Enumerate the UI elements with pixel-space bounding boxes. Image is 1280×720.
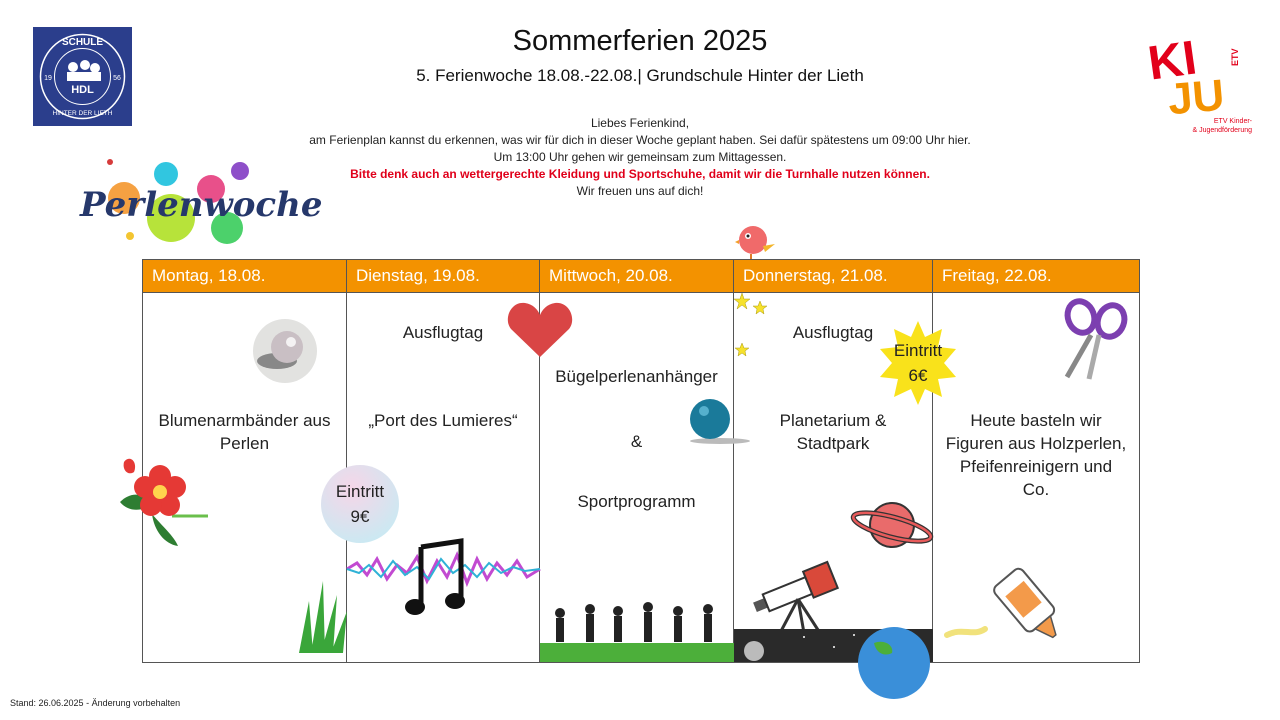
friday-line-3: Pfeifenreinigern und bbox=[959, 457, 1113, 476]
friday-line-4: Co. bbox=[1022, 480, 1050, 499]
day-cell-wednesday bbox=[540, 293, 734, 662]
monday-line-1: Blumenarmbänder aus bbox=[158, 411, 331, 430]
tuesday-entry-price: 9€ bbox=[350, 507, 370, 526]
music-note-icon bbox=[405, 539, 467, 621]
intro-text bbox=[250, 115, 1030, 200]
kiju-logo-ju: JU bbox=[1165, 70, 1227, 125]
tuesday-entry-badge bbox=[321, 465, 399, 543]
thursday-entry-price: 6€ bbox=[908, 366, 928, 385]
schedule-table bbox=[142, 259, 1140, 663]
day-cell-friday bbox=[933, 293, 1139, 662]
wednesday-line-c: Sportprogramm bbox=[577, 492, 696, 511]
planet-icon bbox=[850, 499, 934, 555]
day-header-monday: Montag, 18.08. bbox=[143, 260, 347, 293]
school-logo-top: SCHULE bbox=[61, 37, 104, 48]
day-header-friday: Freitag, 22.08. bbox=[933, 260, 1139, 293]
thursday-top: Ausflugtag bbox=[792, 323, 874, 342]
tuesday-line-1: „Port des Lumieres“ bbox=[368, 411, 518, 430]
day-header-wednesday: Mittwoch, 20.08. bbox=[540, 260, 734, 293]
scissors-icon bbox=[1061, 297, 1131, 381]
tuesday-entry-label: Eintritt bbox=[335, 482, 385, 501]
page-title: Sommerferien 2025 bbox=[512, 25, 768, 57]
perlenwoche-logo bbox=[78, 158, 323, 248]
school-logo-abbr: HDL bbox=[71, 84, 94, 96]
kids-playing-icon bbox=[540, 599, 734, 662]
space-strip-icon bbox=[734, 629, 933, 662]
friday-line-1: Heute basteln wir bbox=[970, 411, 1102, 430]
kiju-caption-2: & Jugendförderung bbox=[1192, 127, 1252, 134]
page-subtitle: 5. Ferienwoche 18.08.-22.08.| Grundschule Hinter der Lieth bbox=[416, 66, 864, 85]
intro-closing: Wir freuen uns auf dich! bbox=[576, 184, 704, 198]
wednesday-line-a: Bügelperlenanhänger bbox=[555, 367, 718, 386]
glue-bottle-icon bbox=[943, 565, 1065, 651]
pearl-icon bbox=[251, 317, 319, 385]
kiju-logo-ki: KI bbox=[1144, 31, 1200, 91]
intro-warning: Bitte denk auch an wettergerechte Kleidung und Sportschuhe, damit wir die Turnhalle nutzen können. bbox=[350, 167, 930, 181]
kiju-logo-etv: ETV bbox=[1230, 48, 1240, 66]
kiju-caption-1: ETV Kinder- bbox=[1213, 118, 1252, 125]
thursday-line-1: Planetarium & bbox=[779, 411, 887, 430]
day-cell-thursday bbox=[734, 293, 943, 662]
friday-line-2: Figuren aus Holzperlen, bbox=[945, 434, 1127, 453]
flower-icon bbox=[112, 454, 212, 553]
thursday-entry-label: Eintritt bbox=[893, 341, 943, 360]
telescope-icon bbox=[748, 561, 846, 633]
day-header-thursday: Donnerstag, 21.08. bbox=[734, 260, 933, 293]
intro-line-2: am Ferienplan kannst du erkennen, was wir für dich in dieser Woche geplant haben. Sei dafür spätestens um 09:00 Uhr hier. bbox=[309, 133, 971, 147]
school-logo-year-left: 19 bbox=[44, 75, 52, 82]
school-logo-bottom: HINTER DER LIETH bbox=[52, 110, 113, 117]
intro-line-3: Um 13:00 Uhr gehen wir gemeinsam zum Mittagessen. bbox=[493, 150, 787, 164]
wednesday-line-b: & bbox=[630, 432, 643, 451]
school-logo-year-right: 56 bbox=[113, 75, 121, 82]
perlenwoche-text: Perlenwoche bbox=[80, 185, 323, 225]
monday-line-2: Perlen bbox=[219, 434, 270, 453]
thursday-line-2: Stadtpark bbox=[796, 434, 870, 453]
day-cell-tuesday bbox=[335, 293, 540, 662]
intro-greeting: Liebes Ferienkind, bbox=[590, 116, 690, 130]
footer-note: Stand: 26.06.2025 - Änderung vorbehalten bbox=[10, 698, 181, 708]
day-header-tuesday: Dienstag, 19.08. bbox=[347, 260, 540, 293]
grass-icon bbox=[297, 581, 349, 653]
tuesday-top: Ausflugtag bbox=[402, 323, 484, 342]
